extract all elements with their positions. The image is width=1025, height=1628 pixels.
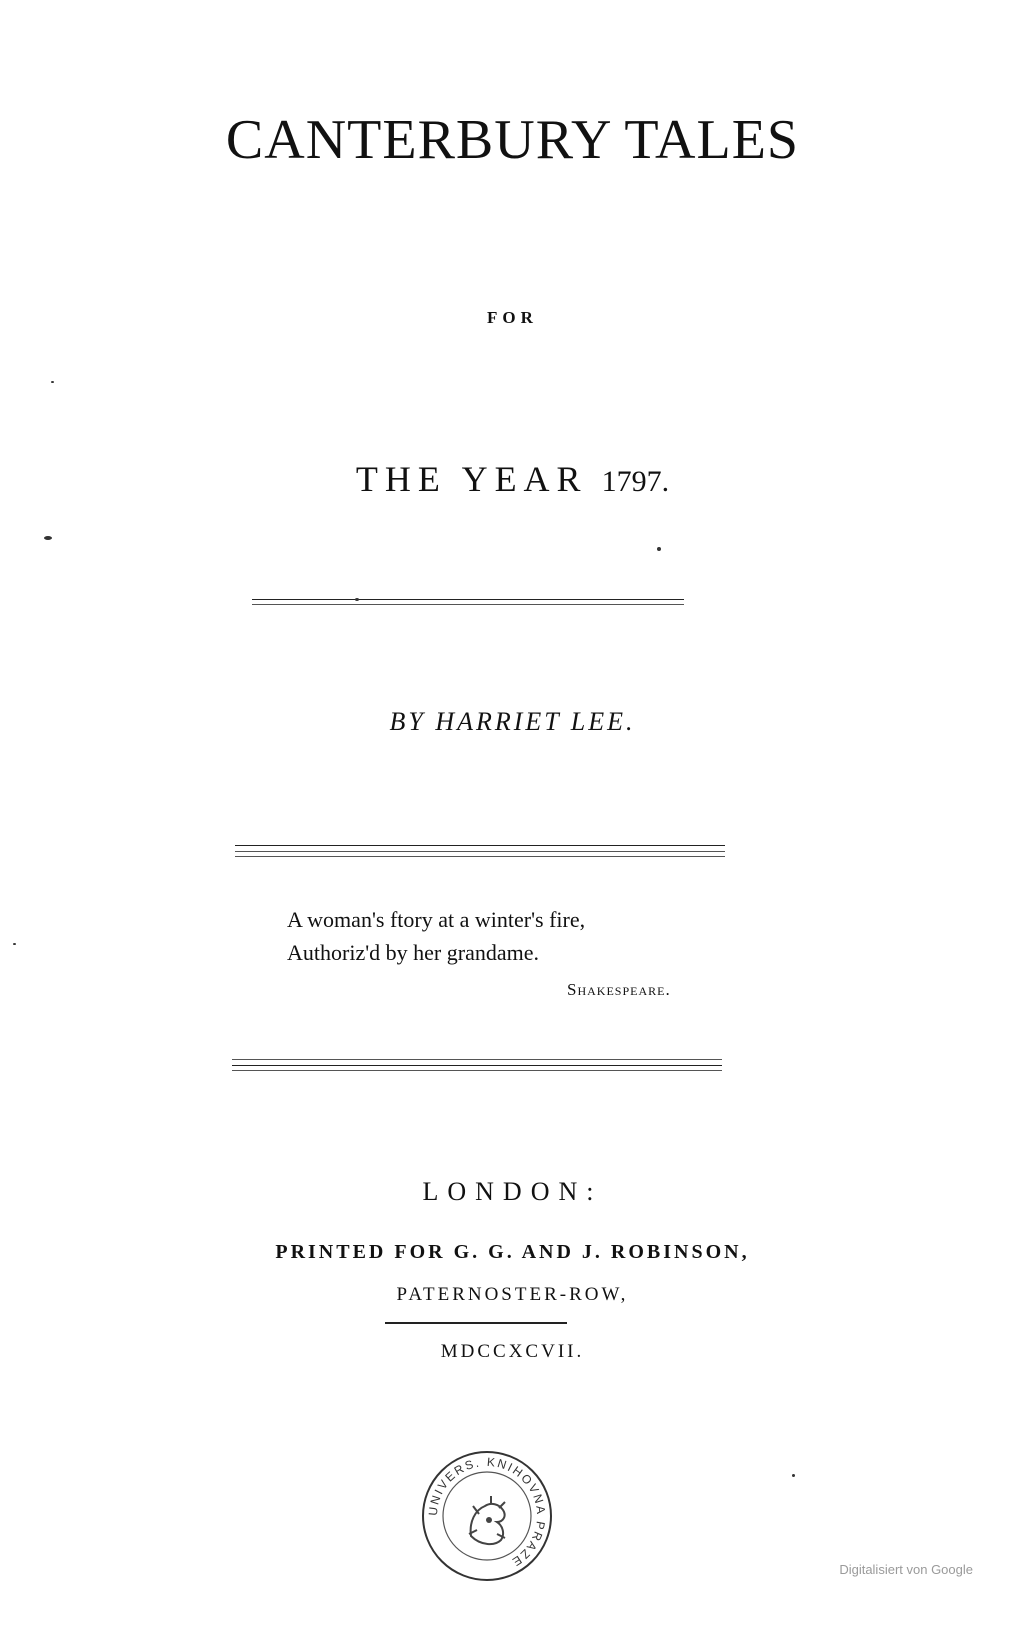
imprint-printer: PRINTED FOR G. G. AND J. ROBINSON,: [275, 1241, 750, 1263]
library-stamp: [419, 1448, 555, 1584]
divider-rule-bottom-thin: [232, 1059, 722, 1060]
epigraph-line-2: Authoriz'd by her grandame.: [287, 940, 539, 965]
year-label: THE YEAR: [355, 459, 588, 499]
for-line: FOR: [487, 308, 538, 327]
scan-speck: [44, 536, 52, 540]
scan-speck: [657, 547, 661, 551]
divider-rule-top: [252, 599, 684, 600]
imprint-street: PATERNOSTER-ROW,: [396, 1284, 629, 1305]
scan-speck: [355, 598, 359, 601]
imprint-date: MDCCXCVII.: [440, 1341, 585, 1362]
divider-rule-middle: [235, 845, 725, 846]
divider-rule-middle-thin: [235, 851, 725, 852]
epigraph-line-1: A woman's ftory at a winter's fire,: [287, 907, 586, 932]
epigraph-attribution: Shakespeare.: [567, 980, 671, 999]
divider-rule-middle-thin-2: [235, 856, 725, 857]
divider-rule-top-thin: [252, 604, 684, 605]
scan-speck: [792, 1474, 795, 1477]
stamp-text: UNIVERS. KNIHOVNA PRAZE: [425, 1454, 549, 1570]
year-value: 1797.: [601, 465, 670, 498]
epigraph: [287, 903, 585, 969]
imprint-city: LONDON:: [422, 1177, 603, 1206]
year-line: [0, 458, 1025, 500]
author-line: BY HARRIET LEE.: [389, 707, 636, 736]
scan-speck: [13, 943, 16, 945]
imprint-rule: [385, 1322, 567, 1324]
divider-rule-bottom: [232, 1065, 722, 1066]
book-title: CANTERBURY TALES: [225, 109, 800, 171]
divider-rule-bottom-thin-2: [232, 1070, 722, 1071]
digitized-watermark: Digitalisiert von Google: [839, 1562, 973, 1577]
scan-speck: [51, 381, 54, 383]
